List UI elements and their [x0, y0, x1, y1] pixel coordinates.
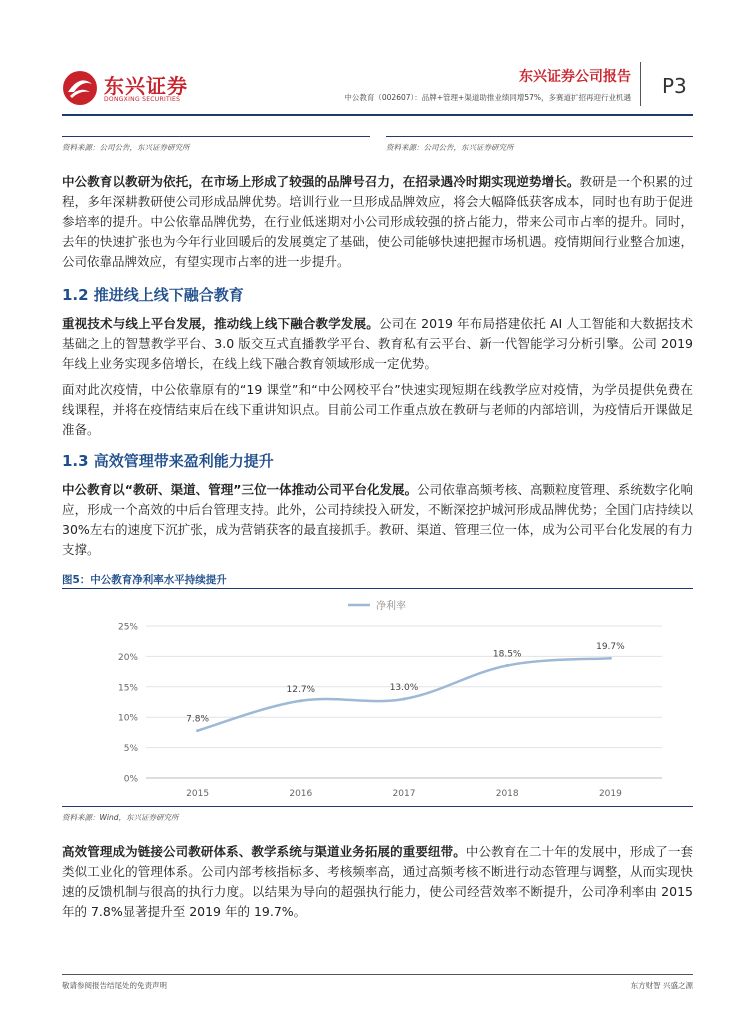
- paragraph-online: [62, 314, 693, 374]
- figure-caption: 图5：中公教育净利率水平持续提升: [62, 574, 227, 586]
- paragraph-lead: 中公教育以“教研、渠道、管理”三位一体推动公司平台化发展。: [62, 482, 418, 497]
- paragraph-lead: 重视技术与线上平台发展，推动线上线下融合教学发展。: [62, 316, 379, 331]
- net-margin-chart: [62, 592, 693, 804]
- paragraph-brand: [62, 172, 693, 272]
- data-point: [299, 699, 302, 702]
- y-tick-label: 5%: [123, 744, 138, 755]
- figure-top-rule: [62, 588, 693, 589]
- data-point: [403, 697, 406, 700]
- x-tick-label: 2019: [598, 789, 622, 799]
- paragraph-body: 公司依靠高频考核、高颗粒度管理、系统数字化响应，形成一个高效的中后台管理支持。此外，公司持续投入研发，不断深挖护城河形成品牌优势；全国门店持续以 30%左右的速度下沉扩张，成为营销获客的最直接抓手。教研、渠道、管理三位一体，成为公司平台化发展的有力支撑。: [62, 482, 693, 557]
- paragraph-body: 教研是一个积累的过程，多年深耕教研使公司形成品牌优势。培训行业一旦形成品牌效应，将会大幅降低获客成本，同时也有助于促进参培率的提升。中公依靠品牌优势，在行业低迷期对小公司形成较强的挤占能力，带来公司市占率的提升。同时，去年的快速扩张也为今年行业回暖后的发展奠定了基础，使公司能够快速把握市场机遇。疫情期间行业整合加速，公司依靠品牌效应，有望实现市占率的进一步提升。: [62, 174, 693, 269]
- section-heading-1-3: 1.3 高效管理带来盈利能力提升: [62, 452, 274, 470]
- series-line-net-margin: [198, 658, 611, 730]
- source-left: 资料来源：公司公告，东兴证券研究所: [62, 143, 190, 152]
- figure-bottom-rule: [62, 806, 693, 807]
- data-label: 7.8%: [186, 714, 210, 725]
- data-point: [506, 664, 509, 667]
- data-point: [609, 657, 612, 660]
- y-tick-label: 25%: [117, 622, 138, 633]
- logo-name: 东兴证券: [104, 74, 188, 98]
- source-rule-left: [62, 136, 370, 137]
- x-tick-label: 2017: [392, 789, 416, 799]
- data-point: [196, 729, 199, 732]
- chart-legend: [348, 599, 406, 612]
- paragraph-body: 公司在 2019 年布局搭建依托 AI 人工智能和大数据技术基础之上的智慧教学平台、3.0 版交互式直播教学平台、教育私有云平台、新一代智能学习分析引擎。公司 2019 年线上业务实现多倍增长，在线上线下融合教育领域形成一定优势。: [62, 316, 693, 371]
- data-label: 19.7%: [596, 642, 625, 653]
- x-tick-label: 2016: [289, 789, 313, 799]
- header-divider: [640, 62, 641, 106]
- paragraph-lead: 高效管理成为链接公司教研体系、教学系统与渠道业务拓展的重要纽带。: [62, 844, 466, 859]
- data-label: 12.7%: [286, 684, 316, 695]
- header-rule: [62, 114, 693, 116]
- x-tick-label: 2015: [186, 789, 210, 799]
- report-subtitle: 中公教育（002607）：品牌+管理+渠道助推业绩同增57%，多赛道扩招再迎行业机遇: [344, 93, 631, 102]
- report-title: 东兴证券公司报告: [519, 69, 631, 85]
- paragraph-body: 面对此次疫情，中公依靠原有的“19 课堂”和“中公网校平台”快速实现短期在线教学应对疫情，为学员提供免费在线课程，并将在疫情结束后在线下重讲知识点。目前公司工作重点放在教研与老师的内部培训，为疫情后开课做足准备。: [62, 382, 693, 437]
- paragraph-body: 中公教育在二十年的发展中，形成了一套类似工业化的管理体系。公司内部考核指标多、考核频率高，通过高频考核不断进行动态管理与调整，从而实现快速的反馈机制与很高的执行力度。以结果为导向的超强执行能力，使公司经营效率不断提升，公司净利率由 2015 年的 7.8%显著提升至 2019 年的 19.7%。: [62, 844, 693, 919]
- paragraph-platform: [62, 480, 693, 560]
- logo-icon: [62, 70, 98, 106]
- figure-source: 资料来源：Wind，东兴证券研究所: [62, 813, 179, 822]
- footer-disclaimer: 敬请参阅报告结尾处的免责声明: [62, 981, 167, 990]
- x-tick-label: 2018: [495, 789, 519, 799]
- logo-english: DONGXING SECURITIES: [104, 96, 181, 103]
- data-label: 18.5%: [492, 649, 522, 660]
- legend-label: 净利率: [376, 601, 406, 612]
- paragraph-epidemic: [62, 380, 693, 440]
- paragraph-management: [62, 842, 693, 922]
- y-tick-label: 0%: [123, 774, 138, 785]
- page-number: P3: [662, 74, 687, 98]
- footer-rule: [62, 974, 693, 975]
- data-label: 13.0%: [389, 682, 419, 693]
- section-heading-1-2: 1.2 推进线上线下融合教育: [62, 286, 244, 304]
- source-rule-right: [386, 136, 693, 137]
- source-right: 资料来源：公司公告，东兴证券研究所: [386, 143, 514, 152]
- footer-slogan: 东方财智 兴盛之源: [630, 981, 693, 990]
- y-tick-label: 15%: [117, 683, 138, 694]
- y-tick-label: 10%: [117, 713, 138, 724]
- y-tick-label: 20%: [117, 652, 138, 663]
- paragraph-lead: 中公教育以教研为依托，在市场上形成了较强的品牌号召力，在招录遇冷时期实现逆势增长。: [62, 174, 580, 189]
